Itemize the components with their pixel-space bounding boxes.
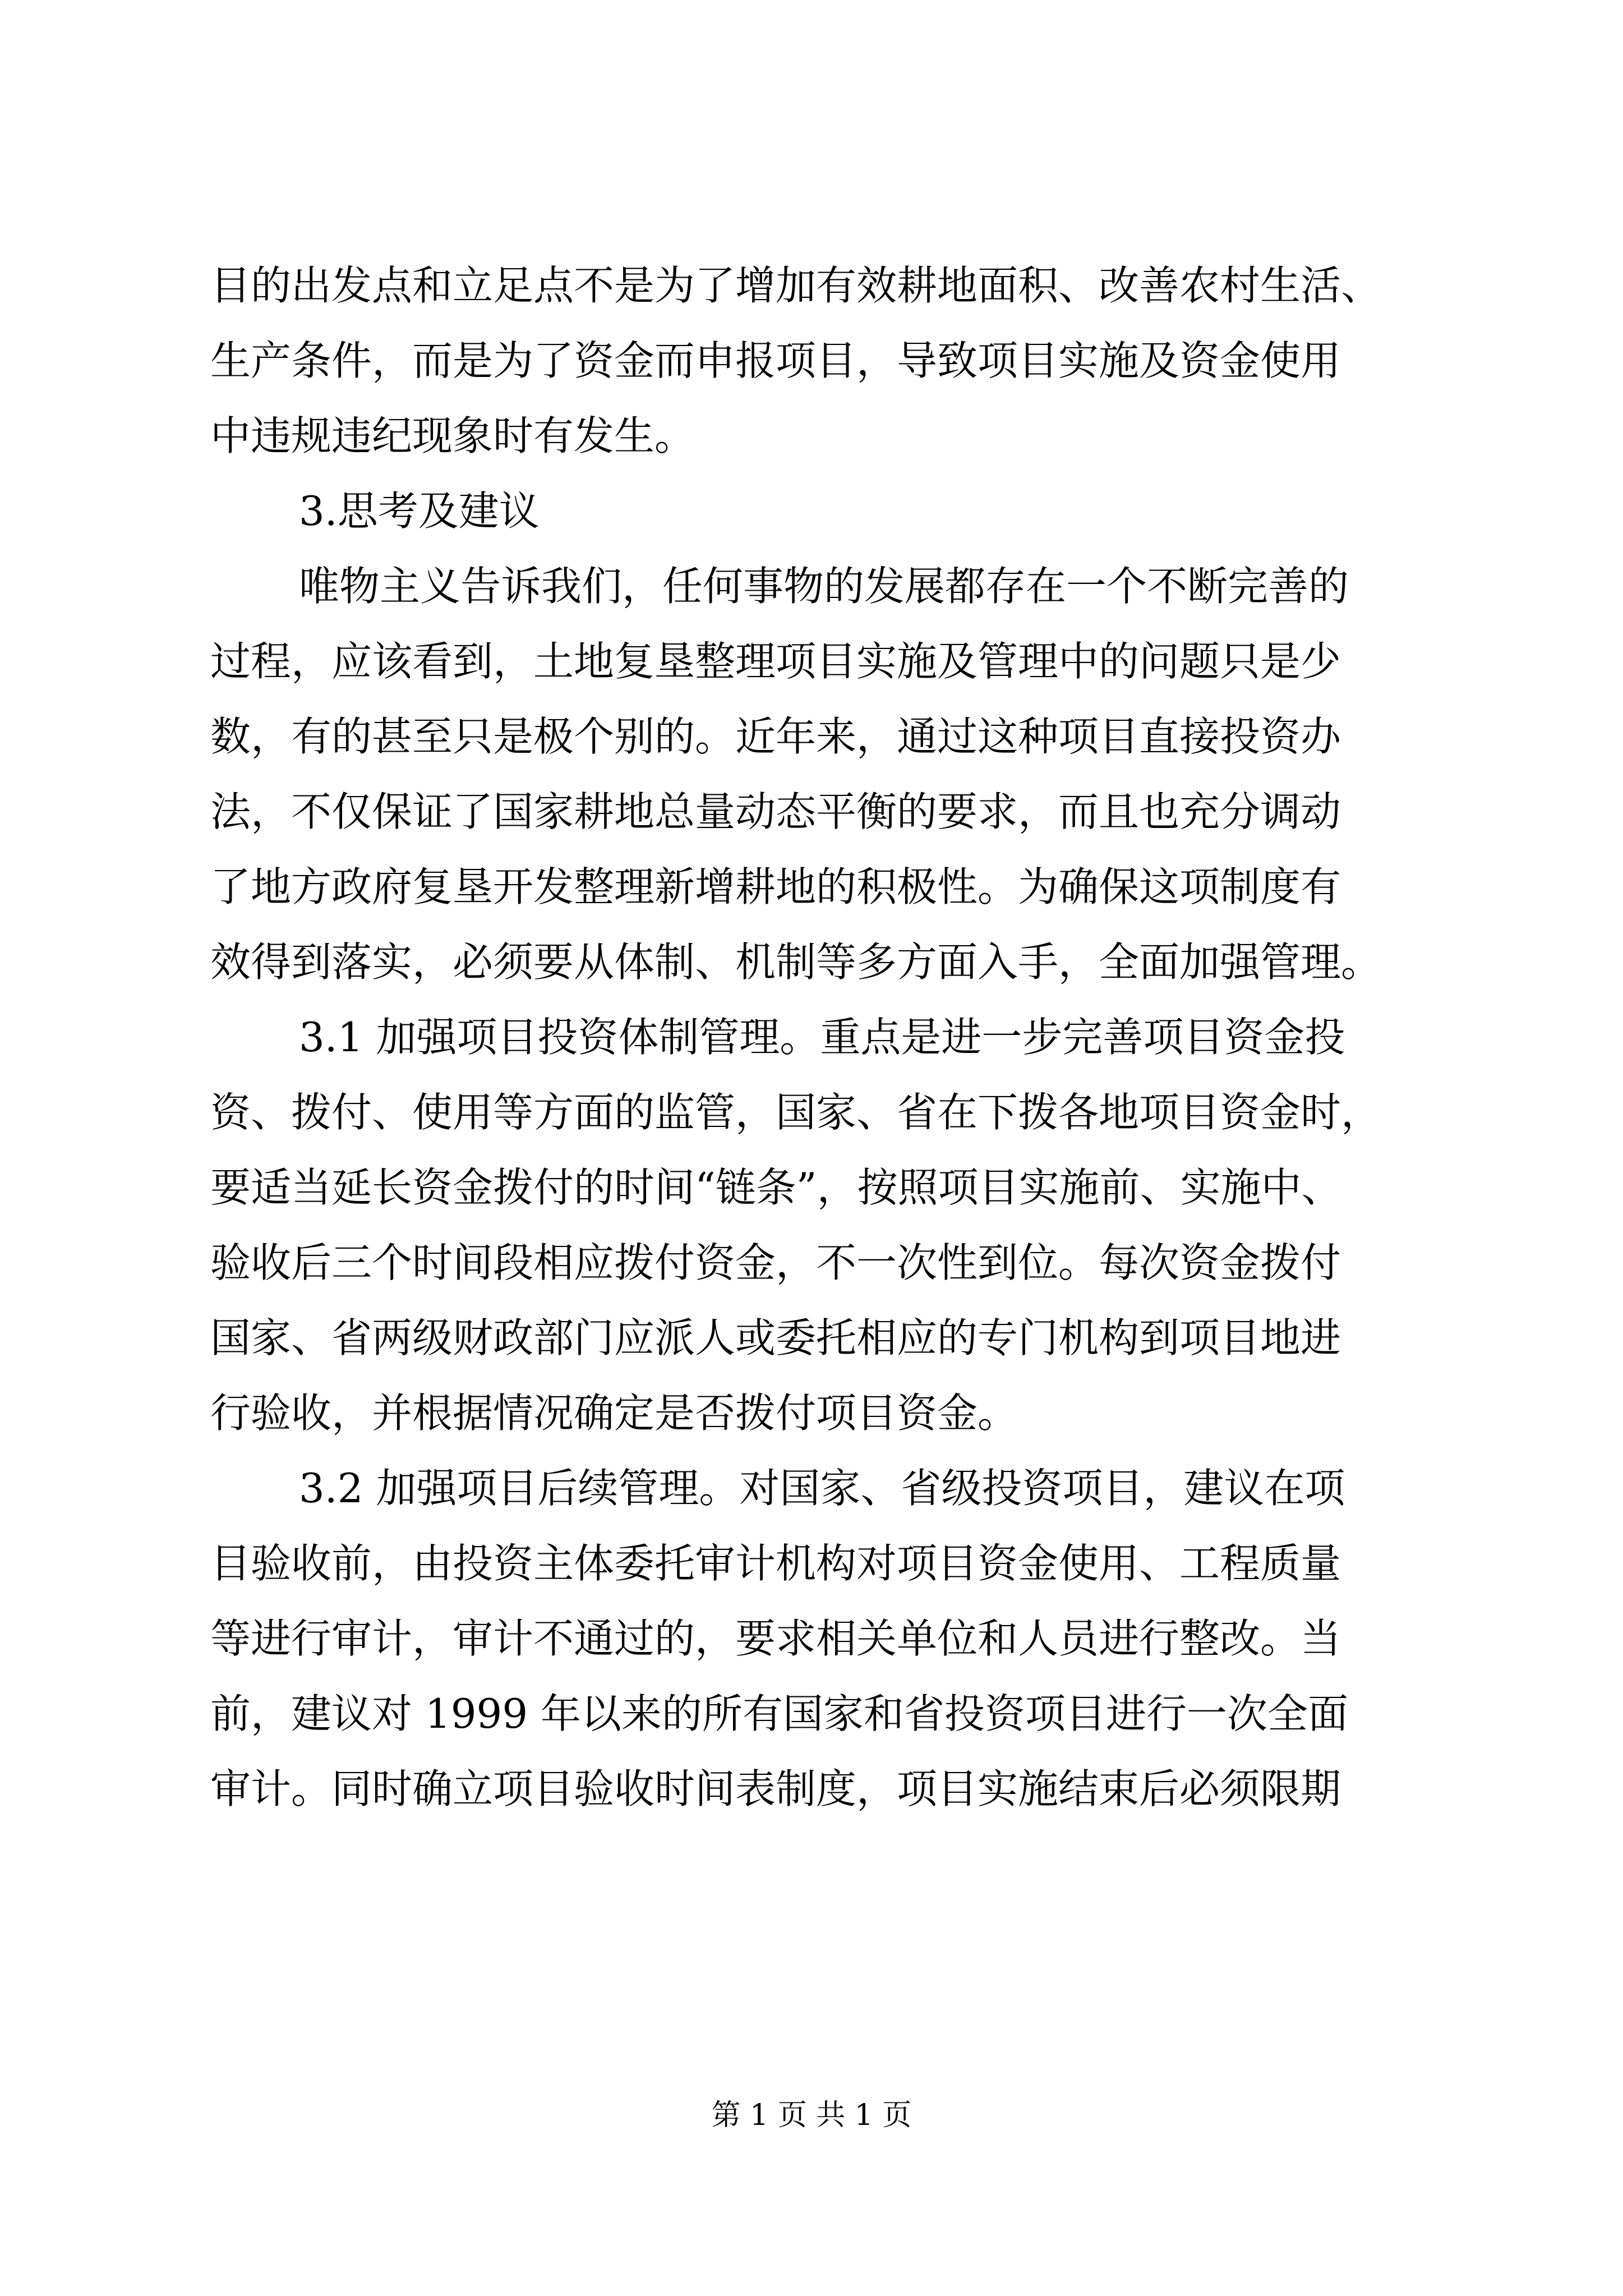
text-line: 了地方政府复垦开发整理新增耕地的积极性。为确保这项制度有 (210, 863, 1341, 910)
text-line: 验收后三个时间段相应拨付资金，不一次性到位。每次资金拨付 (210, 1239, 1341, 1286)
page-footer: 第 1 页 共 1 页 (711, 2099, 912, 2132)
text-line: 目验收前，由投资主体委托审计机构对项目资金使用、工程质量 (210, 1540, 1341, 1587)
text-line: 数，有的甚至只是极个别的。近年来，通过这种项目直接投资办 (210, 713, 1341, 760)
text-line: 中违规违纪现象时有发生。 (210, 412, 695, 459)
text-line: 要适当延长资金拨付的时间“链条”，按照项目实施前、实施中、 (210, 1164, 1342, 1211)
text-line: 国家、省两级财政部门应派人或委托相应的专门机构到项目地进 (210, 1314, 1341, 1361)
text-line: 资、拨付、使用等方面的监管，国家、省在下拨各地项目资金时， (210, 1089, 1382, 1136)
text-line: 3.思考及建议 (299, 487, 540, 535)
text-line: 审计。同时确立项目验收时间表制度，项目实施结束后必须限期 (210, 1765, 1341, 1812)
text-line: 前，建议对 1999 年以来的所有国家和省投资项目进行一次全面 (210, 1690, 1349, 1737)
document-body (210, 261, 1472, 1839)
text-line: 3.2 加强项目后续管理。对国家、省级投资项目，建议在项 (299, 1465, 1345, 1512)
text-line: 行验收，并根据情况确定是否拨付项目资金。 (210, 1389, 1018, 1437)
text-line: 效得到落实，必须要从体制、机制等多方面入手，全面加强管理。 (210, 938, 1382, 986)
text-line: 3.1 加强项目投资体制管理。重点是进一步完善项目资金投 (299, 1014, 1345, 1061)
text-line: 生产条件，而是为了资金而申报项目，导致项目实施及资金使用 (210, 337, 1341, 384)
text-line: 法，不仅保证了国家耕地总量动态平衡的要求，而且也充分调动 (210, 788, 1341, 835)
text-line: 过程，应该看到，土地复垦整理项目实施及管理中的问题只是少 (210, 638, 1341, 685)
text-line: 目的出发点和立足点不是为了增加有效耕地面积、改善农村生活、 (210, 262, 1382, 309)
text-line: 等进行审计，审计不通过的，要求相关单位和人员进行整改。当 (210, 1615, 1341, 1662)
text-line: 唯物主义告诉我们，任何事物的发展都存在一个不断完善的 (299, 563, 1349, 610)
